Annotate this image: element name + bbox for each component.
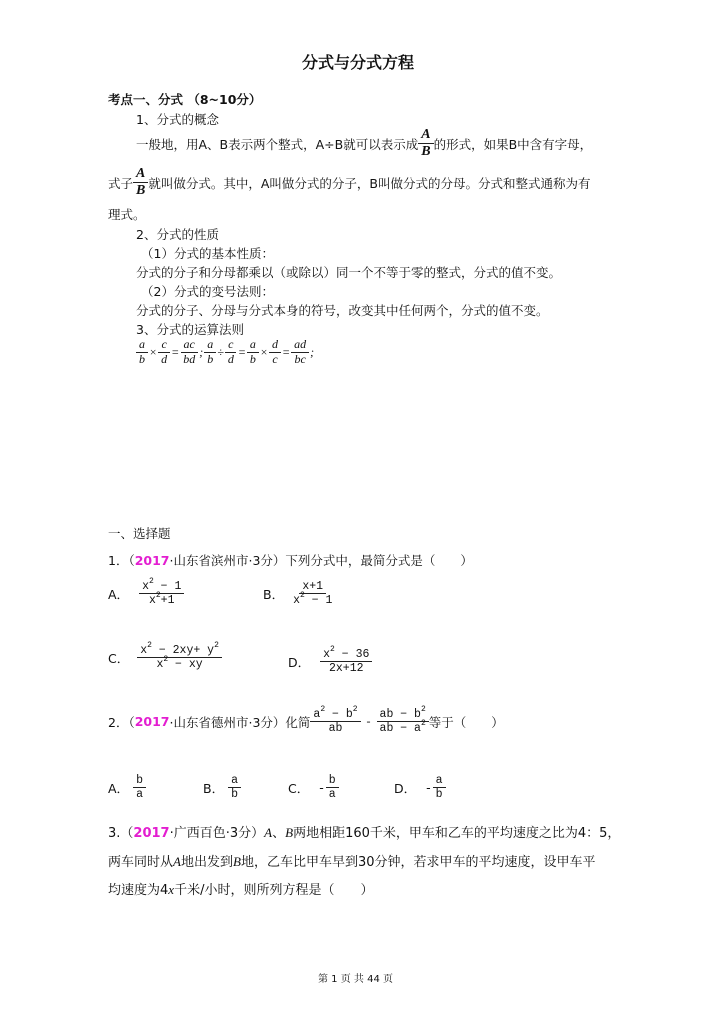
var-b: B (285, 825, 294, 840)
definition-text: 就叫做分式。其中，A叫做分式的分子，B叫做分式的分母。分式和整式通称为有 (148, 175, 591, 191)
separator: ; (199, 344, 204, 359)
question-text: ·山东省滨州市·3分）下列分式中，最简分式是（ ） (169, 553, 473, 568)
option-c-fraction: $\frac{b}{a}$ (326, 774, 339, 801)
divide-symbol: ÷ (217, 344, 224, 359)
option-a-fraction: $\frac{b}{a}$ (133, 774, 146, 801)
fraction-c-d: $\frac{c}{d}$ (225, 338, 237, 367)
definition-line-3: 理式。 (108, 207, 146, 222)
negative-sign: - (319, 780, 324, 796)
option-label: D． (288, 654, 311, 670)
page-footer: 第 1 页 共 44 页 (318, 974, 393, 985)
question-text: 地，乙车比甲车早到30分钟，若求甲车的平均速度，设甲车平 (240, 855, 596, 870)
question-number: 3.（ (108, 826, 134, 841)
fraction-denominator: B (136, 183, 146, 199)
question-text: 两车同时从 (108, 855, 174, 870)
property-2-text: 分式的分子、分母与分式本身的符号，改变其中任何两个，分式的值不变。 (136, 303, 549, 318)
item-concept: 1、分式的概念 (136, 112, 219, 127)
option-label: D． (394, 780, 417, 796)
fraction-ad-bc: $\frac{ad}{bc}$ (291, 338, 309, 367)
option-c-fraction: $\frac{x^2 - 2xy+ y^2}{x^2 - xy}$ (137, 644, 222, 671)
fraction-numerator: A (133, 166, 148, 183)
item-properties: 2、分式的性质 (136, 227, 219, 242)
property-1-label: （1）分式的基本性质： (141, 246, 274, 261)
question-3-line-2 (108, 851, 595, 870)
fraction-a-b: $\frac{a}{b}$ (204, 338, 216, 367)
definition-text: 一般地，用A、B表示两个整式，A÷B就可以表示成 (136, 136, 419, 152)
fraction-a-b: $\frac{a}{b}$ (247, 338, 259, 367)
question-text: 均速度为4 (108, 883, 169, 898)
option-c[interactable] (108, 641, 222, 672)
fraction-a-b: $\frac{a}{b}$ (136, 338, 148, 367)
option-d-fraction: $\frac{a}{b}$ (433, 774, 446, 801)
var-a: A (264, 825, 273, 840)
negative-sign: - (426, 780, 431, 796)
operation-rules (136, 338, 315, 367)
fraction-denominator: B (421, 144, 431, 160)
var-b: B (232, 854, 241, 869)
property-1-text: 分式的分子和分母都乘以（或除以）同一个不等于零的整式，分式的值不变。 (136, 265, 562, 280)
fraction-a-over-b (418, 127, 433, 160)
definition-text: 的形式，如果B中含有字母， (433, 136, 593, 152)
minus-symbol: - (366, 714, 371, 729)
option-d[interactable] (394, 774, 446, 801)
separator: ; (310, 344, 315, 359)
page-title: 分式与分式方程 (302, 53, 415, 72)
option-label: A． (108, 586, 130, 602)
question-text: 千米/小时，则所列方程是（ ） (174, 883, 374, 898)
property-2-label: （2）分式的变号法则： (141, 284, 274, 299)
var-a: A (173, 854, 181, 869)
fraction-numerator: A (418, 127, 433, 144)
fraction-a-over-b (133, 166, 148, 199)
question-text: 两地相距160千米，甲车和乙车的平均速度之比为4：5， (293, 826, 621, 841)
equals-symbol: = (237, 344, 246, 359)
times-symbol: × (149, 344, 158, 359)
option-b-fraction: $\frac{a}{b}$ (228, 774, 241, 801)
fraction-ac-bd: $\frac{ac}{bd}$ (180, 338, 198, 367)
option-b[interactable] (263, 580, 335, 607)
option-label: B． (263, 586, 285, 602)
question-year: 2017 (134, 714, 170, 730)
fraction-d-c: $\frac{d}{c}$ (269, 338, 281, 367)
option-label: C． (108, 650, 130, 666)
option-label: A． (108, 780, 130, 796)
var-x: x (168, 882, 175, 897)
question-source: ·广西百色·3分） (169, 826, 265, 841)
option-label: C． (288, 780, 310, 796)
item-operations: 3、分式的运算法则 (136, 322, 244, 337)
question-number: 2．（ (108, 714, 135, 730)
option-d[interactable] (288, 645, 372, 676)
punct: 、 (272, 826, 286, 841)
question-text-tail: 等于（ ） (428, 714, 504, 730)
option-label: B． (203, 780, 225, 796)
equals-symbol: = (171, 344, 180, 359)
question-1 (108, 551, 473, 569)
q2-fraction-2: $\frac{ab - b^2}{ab - a^2}$ (377, 708, 429, 735)
question-2 (108, 705, 504, 736)
equals-symbol: = (282, 344, 291, 359)
option-a[interactable] (108, 577, 184, 608)
question-3-line-1 (108, 822, 620, 841)
question-text: ·山东省德州市·3分）化简 (169, 714, 311, 730)
option-b[interactable] (203, 774, 241, 801)
question-text: 地出发到 (180, 855, 233, 870)
fraction-c-d: $\frac{c}{d}$ (158, 338, 170, 367)
option-d-fraction: $\frac{x^2 - 36}{2x+12}$ (320, 648, 372, 675)
question-year: 2017 (134, 553, 170, 568)
definition-text: 式子 (108, 175, 134, 191)
option-b-fraction: $\frac{x+1}{x^2 - 1}$ (293, 580, 333, 608)
question-number: 1．（ (108, 553, 135, 568)
definition-line-2 (108, 166, 591, 199)
definition-line-1 (136, 127, 592, 160)
question-year: 2017 (133, 826, 170, 841)
part-heading: 一、选择题 (108, 526, 171, 541)
section-heading: 考点一、分式 （8~10分） (108, 92, 262, 107)
times-symbol: × (259, 344, 269, 359)
question-3-line-3 (108, 879, 373, 898)
option-a[interactable] (108, 774, 146, 801)
q2-fraction-1: $\frac{a^2 - b^2}{ab}$ (310, 708, 360, 735)
option-a-fraction: $\frac{x^2 - 1}{x^2+1}$ (139, 580, 184, 607)
option-c[interactable] (288, 774, 339, 801)
